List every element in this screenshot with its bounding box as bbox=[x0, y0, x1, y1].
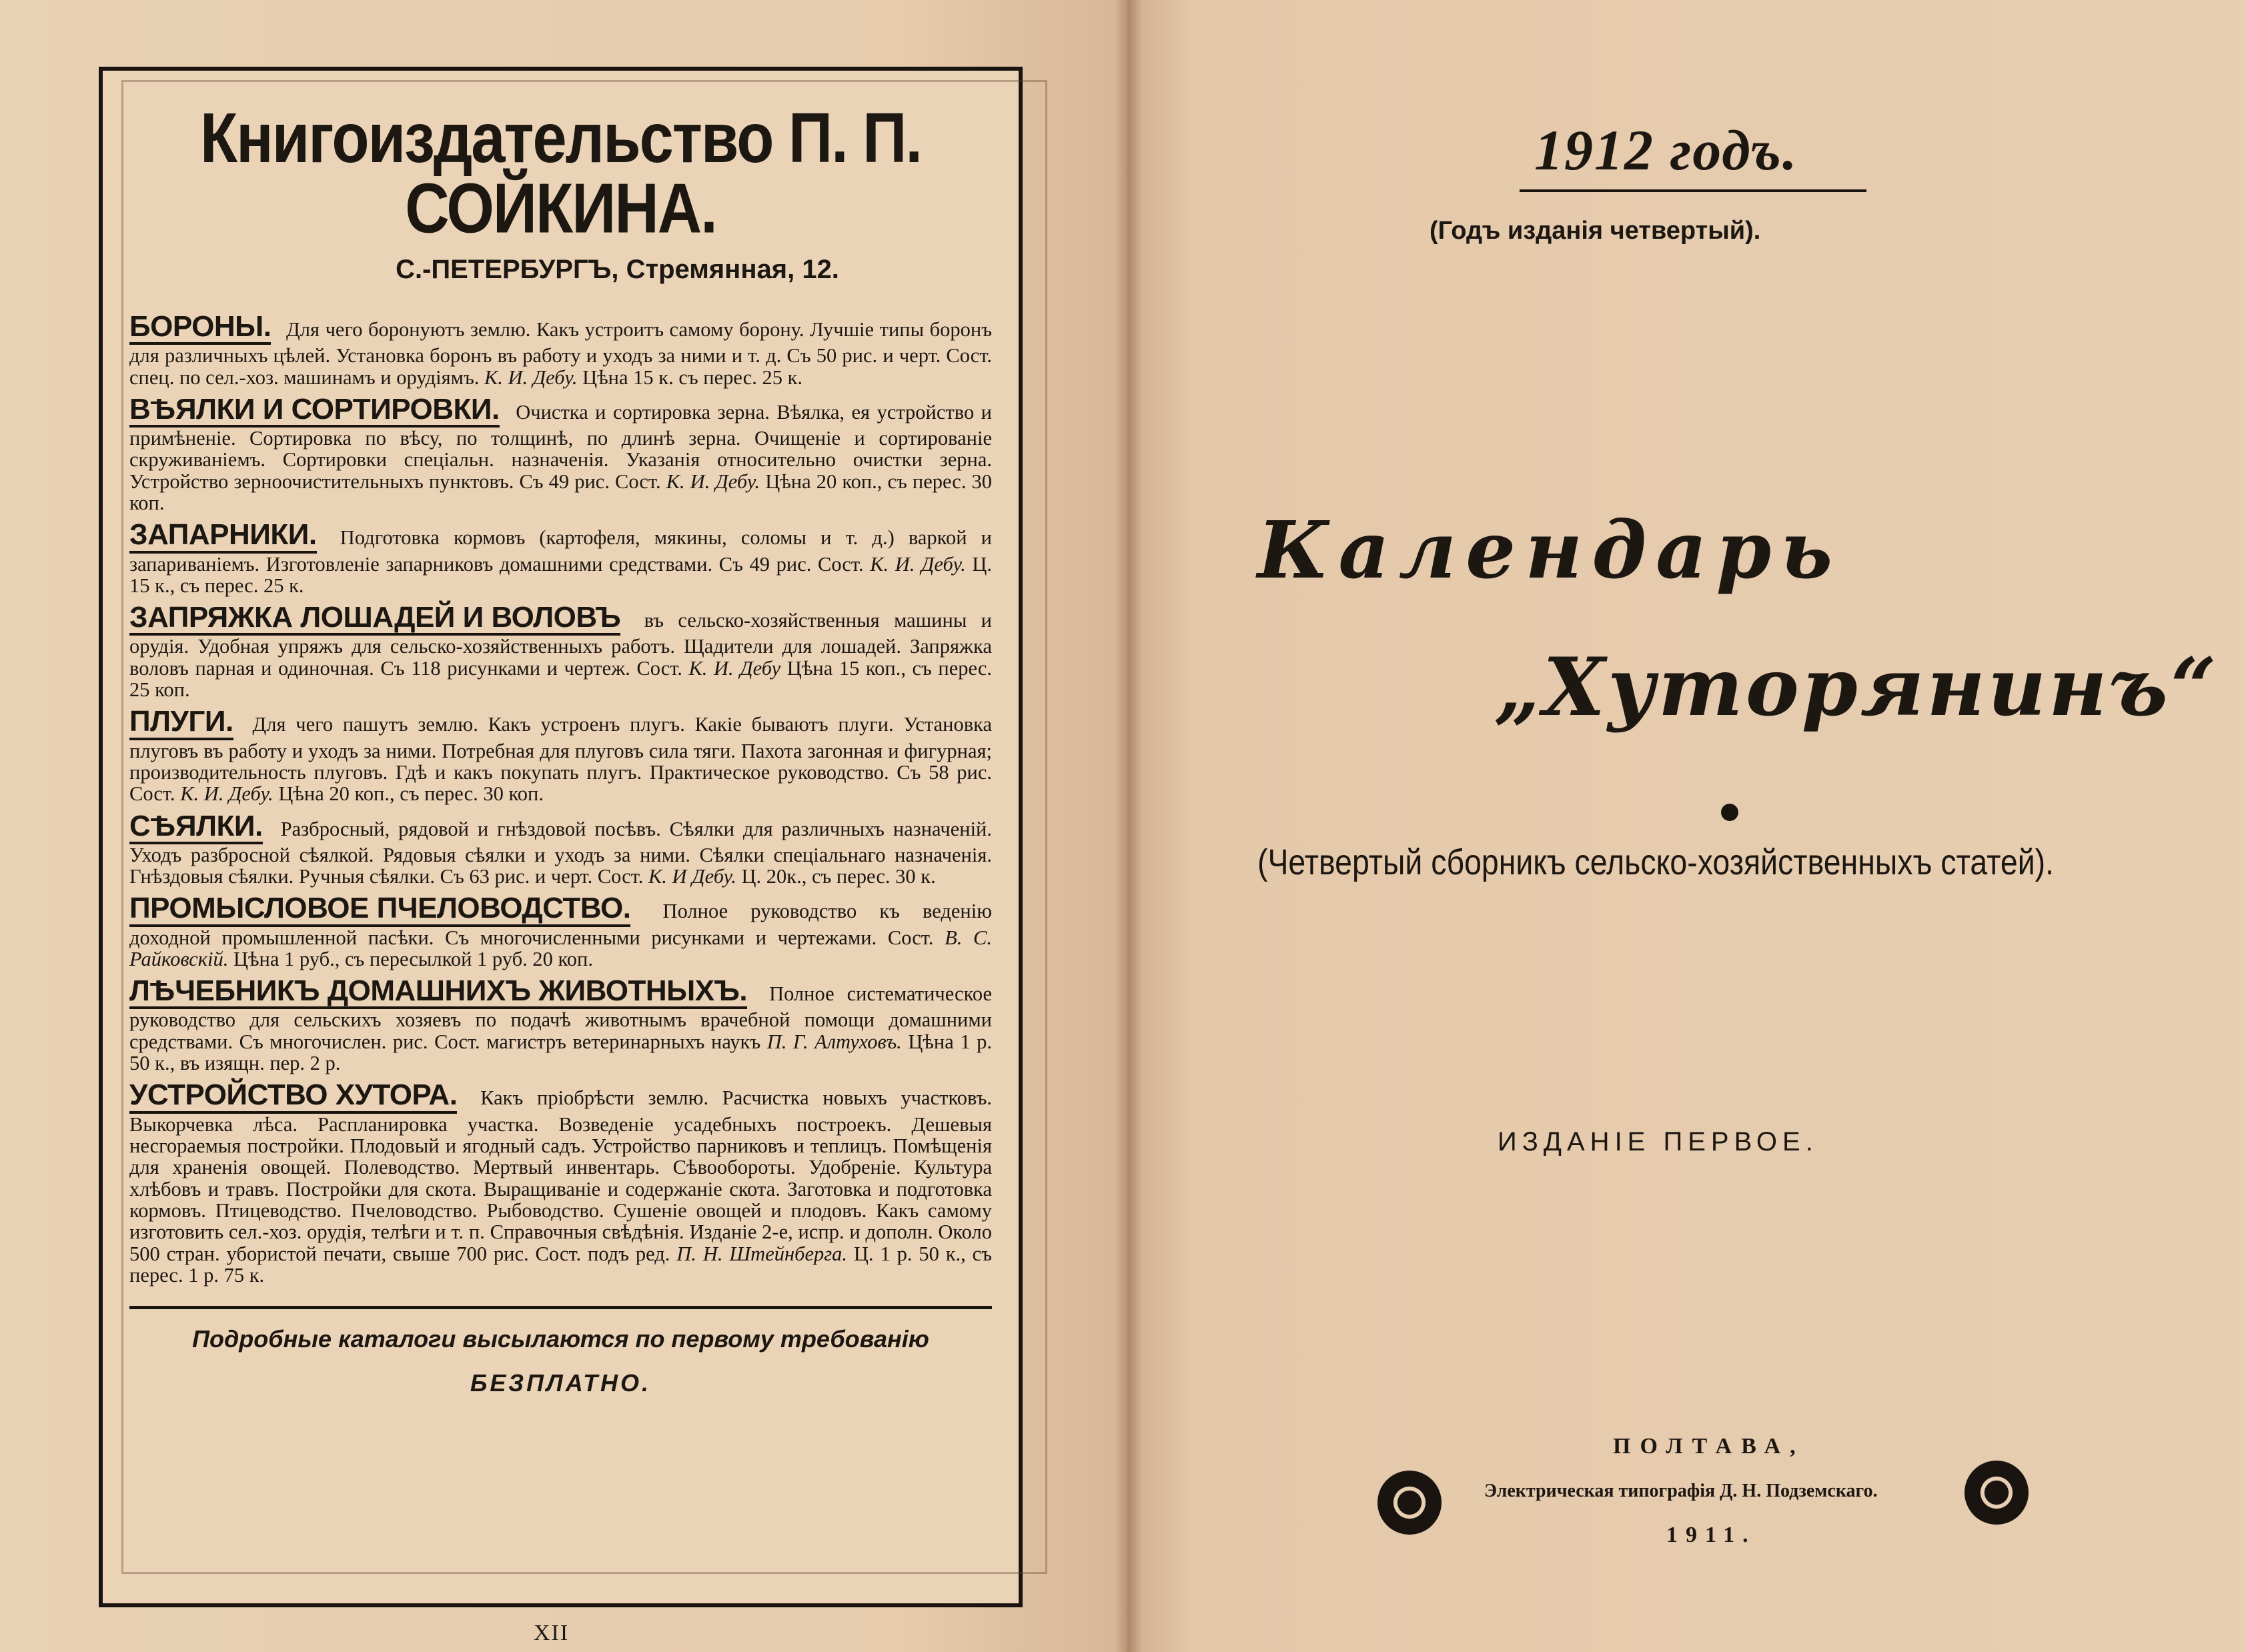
edition-year: (Годъ изданія четвертый). bbox=[1430, 217, 1761, 245]
entry-author: П. Г. Алтуховъ. bbox=[766, 1030, 902, 1053]
entry-price: Цѣна 1 руб., съ пересылкой 1 руб. 20 коп. bbox=[233, 947, 593, 970]
entry-price: Ц. 1 р. 50 к., съ перес. 1 р. 75 к. bbox=[129, 1242, 992, 1287]
book-title: „Хуторянинъ“ bbox=[1494, 640, 2219, 734]
entry-text: Разбросный, рядовой и гнѣздовой посѣвъ. Сѣялки для различныхъ назначеній. Уходъ разбросной сѣялкой. Рядовыя сѣялки и уходъ за ними. Сѣялки спеціальнаго назначенія. Гнѣздовыя сѣялки. Ручныя сѣялки. Съ 63 рис. и черт. Сост. bbox=[129, 817, 992, 888]
entry-text: Полное систематическое руководство для сельскихъ хозяевъ по подачѣ животнымъ врачебной помощи домашними средствами. Съ многочислен. рис. Сост. магистръ ветеринарныхъ наукъ bbox=[129, 982, 992, 1053]
entry-heading: УСТРОЙСТВО ХУТОРА. bbox=[129, 1080, 457, 1113]
year-underline bbox=[1520, 189, 1866, 192]
entry-text: Полное руководство къ веденію доходной промышленной пасѣки. Съ многочисленными рисунками и чертежами. Сост. bbox=[129, 900, 992, 949]
entry-author: В. С. Райковскій. bbox=[129, 926, 992, 970]
imprint-year: 1911. bbox=[1666, 1523, 1756, 1547]
imprint-printer: Электрическая типографія Д. Н. Подземскаго. bbox=[1484, 1481, 1878, 1501]
entry-author: К. И. Дебу. bbox=[180, 782, 273, 806]
edition-label: ИЗДАНІЕ ПЕРВОЕ. bbox=[1498, 1127, 1818, 1156]
entry-text: въ сельско-хозяйственныя машины и орудія. Удобная упряжъ для сельско-хозяйственныхъ работъ. Щадители для лошадей. Запряжка воловъ парная и одиночная. Съ 118 рисунками и чертеж. Сост. bbox=[129, 609, 992, 680]
entry-price: Ц. 20к., съ перес. 30 к. bbox=[741, 865, 936, 888]
entry-author: К. И Дебу. bbox=[648, 865, 736, 888]
year-heading: 1912 годъ. bbox=[1534, 118, 1798, 182]
printer-seal-icon bbox=[1964, 1461, 2029, 1525]
calendar-heading: Календарь bbox=[1257, 504, 1842, 596]
entry-heading: ВѢЯЛКИ И СОРТИРОВКИ. bbox=[129, 394, 500, 428]
entry-heading: СѢЯЛКИ. bbox=[129, 811, 263, 844]
entry-price: Цѣна 15 коп., съ перес. 25 коп. bbox=[129, 656, 993, 702]
free-note: БЕЗПЛАТНО. bbox=[470, 1369, 652, 1397]
entry-author: П. Н. Штейнберга. bbox=[676, 1242, 848, 1265]
book-gutter bbox=[1115, 0, 1142, 1652]
entry-price: Ц. 15 к., съ перес. 25 к. bbox=[129, 552, 993, 597]
entry-author: К. И. Дебу bbox=[688, 656, 781, 680]
entry-price: Цѣна 1 р. 50 к., въ изящн. пер. 2 р. bbox=[129, 1030, 992, 1075]
entry-heading: ЗАПАРНИКИ. bbox=[129, 520, 317, 553]
entry-author: К. И. Дебу. bbox=[666, 470, 760, 493]
entry-text: Очистка и сортировка зерна. Вѣялка, ея устройство и примѣненіе. Сортировка по вѣсу, по толщинѣ, по длинѣ зерна. Очищеніе и сортированіе скруживаніемъ. Сортировки спеціальн. назначенія. Указанія относительно очистки зерна. Устройство зерноочистительныхъ пунктовъ. Съ 49 рис. Сост. bbox=[129, 400, 993, 493]
printer-seal-icon bbox=[1377, 1471, 1442, 1535]
entry-text: Для чего пашутъ землю. Какъ устроенъ плугъ. Какіе бываютъ плуги. Установка плуговъ въ работу и уходъ за ними. Потребная для плуговъ сила тяги. Пахота загонная и фигурная; производительность плуговъ. Гдѣ и какъ покупать плугъ. Практическое руководство. Съ 58 рис. Сост. bbox=[129, 713, 992, 806]
entry-text: Какъ пріобрѣсти землю. Расчистка новыхъ участковъ. Выкорчевка лѣса. Распланировка участка. Возведеніе усадебныхъ построекъ. Дешевыя несгораемыя постройки. Плодовый и ягодный садъ. Устройство парниковъ и теплицъ. Помѣщенія для храненія овощей. Полеводство. Мертвый инвентарь. Сѣвообороты. Удобреніе. Культура хлѣбовъ и травъ. Постройки для скота. Выращиваніе и содержаніе скота. Заготовка и подготовка кормовъ. Птицеводство. Пчеловодство. Рыбоводство. Сушеніе овощей и плодовъ. Какъ самому изготовить сел.-хоз. орудія, телѣги и т. п. Справочныя свѣдѣнія. Изданіе 2-е, испр. и дополн. Около 500 стран. убористой печати, свыше 700 рис. Сост. подъ ред. bbox=[129, 1086, 993, 1265]
entry-heading: ПРОМЫСЛОВОЕ ПЧЕЛОВОДСТВО. bbox=[129, 893, 630, 926]
ornament-dot bbox=[1721, 804, 1738, 821]
entry-author: К. И. Дебу. bbox=[870, 552, 966, 576]
entry-heading: ЗАПРЯЖКА ЛОШАДЕЙ И ВОЛОВЪ bbox=[129, 602, 620, 636]
publisher-address: С.-ПЕТЕРБУРГЪ, Стремянная, 12. bbox=[396, 255, 839, 284]
entry-text: Для чего боронуютъ землю. Какъ устроитъ самому борону. Лучшіе типы боронъ для различныхъ цѣлей. Установка боронъ въ работу и уходъ за ними и т. д. Съ 50 рис. и черт. Сост. спец. по сел.-хоз. машинамъ и орудіямъ. bbox=[129, 318, 992, 389]
entry-heading: ЛѢЧЕБНИКЪ ДОМАШНИХЪ ЖИВОТНЫХЪ. bbox=[129, 976, 747, 1009]
book-subtitle: (Четвертый сборникъ сельско-хозяйственныхъ статей). bbox=[1257, 842, 2055, 882]
entry-text: Подготовка кормовъ (картофеля, мякины, соломы и т. д.) варкой и запариваніемъ. Изготовленіе запарниковъ домашними средствами. Съ 49 рис. Сост. bbox=[129, 526, 993, 576]
imprint-city: ПОЛТАВА, bbox=[1613, 1434, 1805, 1459]
entry-heading: ПЛУГИ. bbox=[129, 706, 233, 740]
title-page-frame bbox=[121, 80, 1047, 1574]
entry-author: К. И. Дебу. bbox=[484, 365, 578, 389]
right-page bbox=[1127, 0, 2246, 1652]
publisher-heading: Книгоиздательство П. П. СОЙКИНА. bbox=[200, 99, 921, 248]
entry-price: Цѣна 20 коп., съ перес. 30 коп. bbox=[129, 470, 993, 515]
catalog-note: Подробные каталоги высылаются по первому требованію bbox=[192, 1325, 929, 1353]
page-number: XII bbox=[534, 1621, 570, 1645]
entry-price: Цѣна 20 коп., съ перес. 30 коп. bbox=[278, 782, 544, 806]
entry-heading: БОРОНЫ. bbox=[129, 311, 271, 345]
entry-price: Цѣна 15 к. съ перес. 25 к. bbox=[582, 365, 803, 389]
